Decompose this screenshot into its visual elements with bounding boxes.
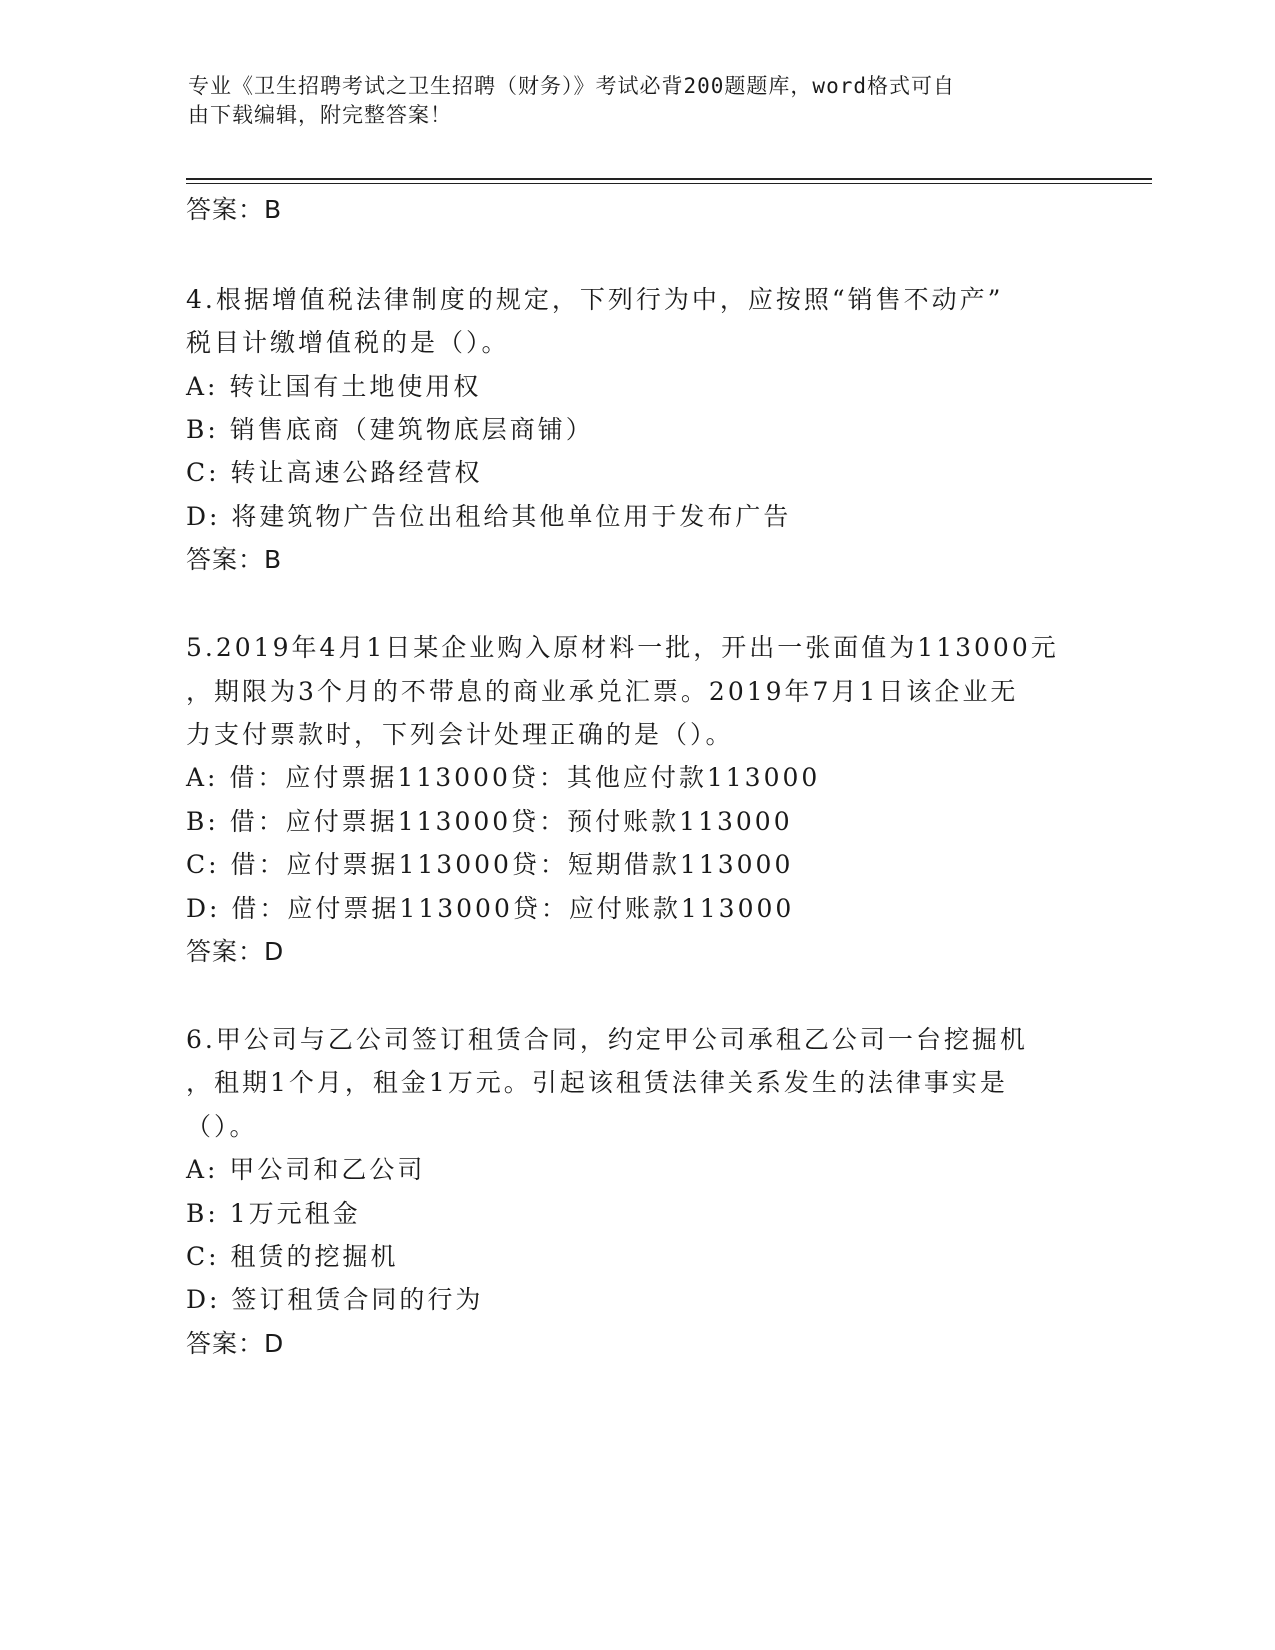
question-6-stem-line-2: ，租期1个月，租金1万元。引起该租赁法律关系发生的法律事实是 bbox=[186, 1068, 1008, 1097]
header-divider-thin bbox=[186, 183, 1152, 184]
question-4-option-d: D: 将建筑物广告位出租给其他单位用于发布广告 bbox=[186, 502, 792, 531]
question-6-option-c: C: 租赁的挖掘机 bbox=[186, 1242, 399, 1271]
question-5-option-c: C: 借：应付票据113000贷：短期借款113000 bbox=[186, 850, 794, 879]
question-6-answer: 答案：D bbox=[186, 1329, 285, 1358]
header-divider-thick bbox=[186, 178, 1152, 180]
question-5-stem-line-1: 5.2019年4月1日某企业购入原材料一批，开出一张面值为113000元 bbox=[186, 633, 1059, 662]
top-answer: 答案：B bbox=[186, 195, 283, 224]
header-line-1: 专业《卫生招聘考试之卫生招聘（财务）》考试必背200题题库，word格式可自 bbox=[188, 74, 955, 98]
question-4-option-c: C: 转让高速公路经营权 bbox=[186, 458, 483, 487]
question-5-option-a: A: 借：应付票据113000贷：其他应付款113000 bbox=[186, 763, 821, 792]
question-5-stem-line-3: 力支付票款时，下列会计处理正确的是（）。 bbox=[186, 720, 734, 749]
document-header bbox=[188, 72, 1088, 130]
question-6-stem-line-1: 6.甲公司与乙公司签订租赁合同，约定甲公司承租乙公司一台挖掘机 bbox=[186, 1025, 1028, 1054]
question-6-option-a: A: 甲公司和乙公司 bbox=[186, 1155, 426, 1184]
question-4-option-a: A: 转让国有土地使用权 bbox=[186, 372, 482, 401]
header-line-2: 由下载编辑，附完整答案！ bbox=[188, 103, 452, 127]
question-5-option-d: D: 借：应付票据113000贷：应付账款113000 bbox=[186, 894, 795, 923]
question-4-stem-line-2: 税目计缴增值税的是（）。 bbox=[186, 328, 510, 357]
question-5-option-b: B: 借：应付票据113000贷：预付账款113000 bbox=[186, 807, 793, 836]
question-4-stem-line-1: 4.根据增值税法律制度的规定，下列行为中，应按照“销售不动产” bbox=[186, 285, 1004, 314]
question-5-answer: 答案：D bbox=[186, 937, 285, 966]
question-6-stem-line-3: （）。 bbox=[186, 1112, 258, 1141]
question-4-answer: 答案：B bbox=[186, 545, 283, 574]
question-4-option-b: B: 销售底商（建筑物底层商铺） bbox=[186, 415, 594, 444]
question-6-option-b: B: 1万元租金 bbox=[186, 1199, 361, 1228]
question-6-option-d: D: 签订租赁合同的行为 bbox=[186, 1285, 484, 1314]
question-5-stem-line-2: ，期限为3个月的不带息的商业承兑汇票。2019年7月1日该企业无 bbox=[186, 677, 1019, 706]
